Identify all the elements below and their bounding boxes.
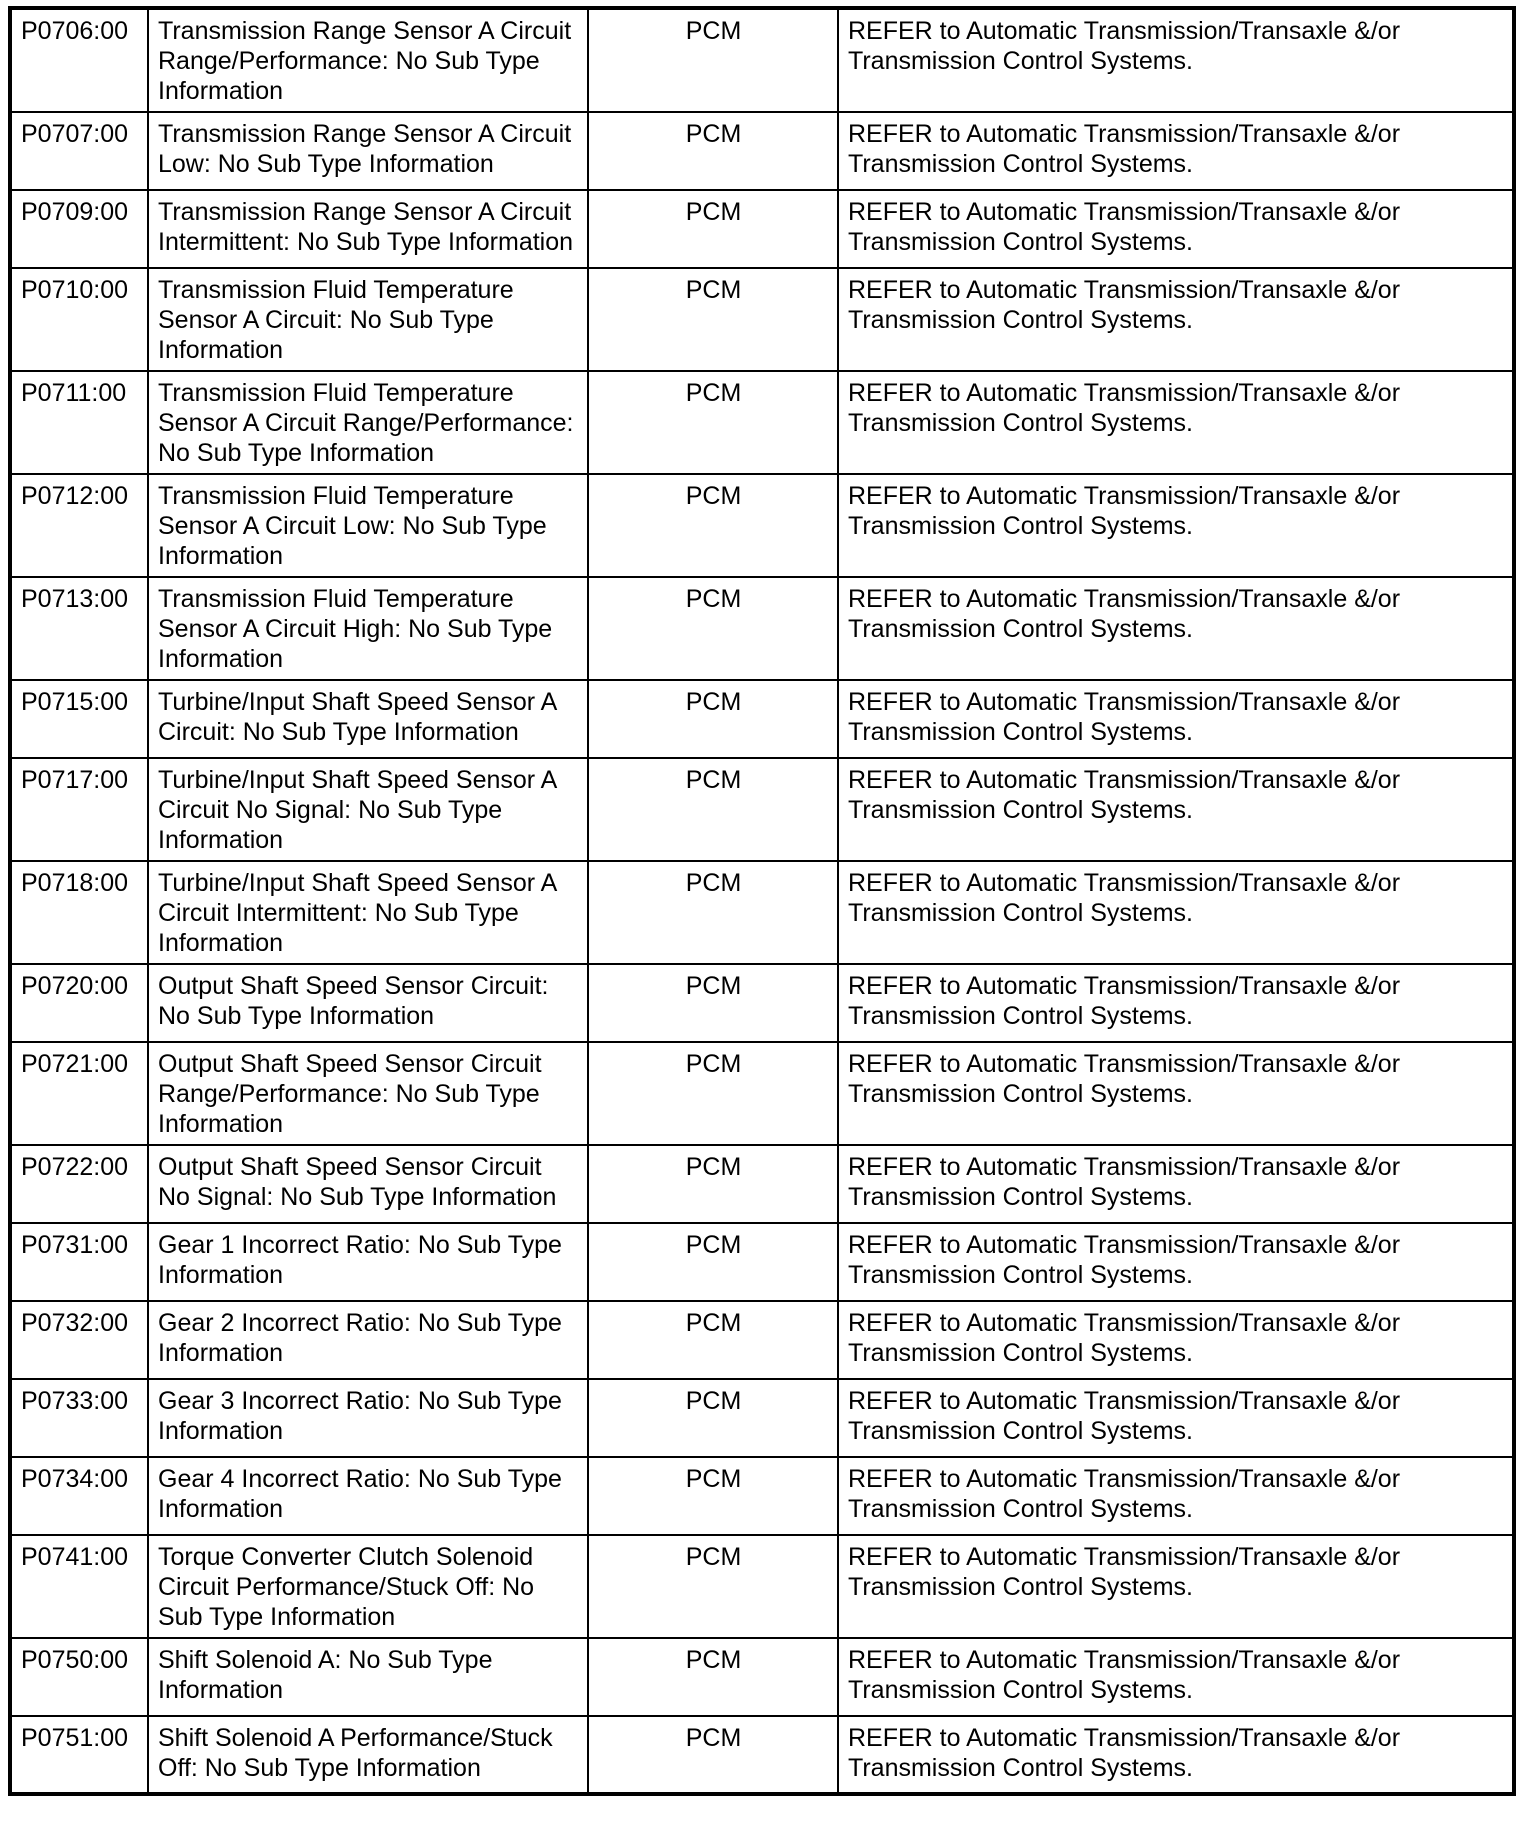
document-page [8,6,1512,1796]
dtc-action: REFER to Automatic Transmission/Transaxle &/or Transmission Control Systems. [838,1042,1514,1145]
dtc-module: PCM [588,577,838,680]
table-row [10,371,1514,474]
dtc-module: PCM [588,1716,838,1794]
dtc-module: PCM [588,1301,838,1379]
dtc-action: REFER to Automatic Transmission/Transaxle &/or Transmission Control Systems. [838,1716,1514,1794]
dtc-code: P0717:00 [10,758,148,861]
dtc-code: P0722:00 [10,1145,148,1223]
dtc-module: PCM [588,190,838,268]
dtc-description: Torque Converter Clutch Solenoid Circuit Performance/Stuck Off: No Sub Type Information [148,1535,588,1638]
dtc-description: Output Shaft Speed Sensor Circuit No Signal: No Sub Type Information [148,1145,588,1223]
dtc-action: REFER to Automatic Transmission/Transaxle &/or Transmission Control Systems. [838,1638,1514,1716]
table-row [10,474,1514,577]
dtc-action: REFER to Automatic Transmission/Transaxle &/or Transmission Control Systems. [838,758,1514,861]
dtc-code: P0720:00 [10,964,148,1042]
dtc-description: Transmission Range Sensor A Circuit Low: No Sub Type Information [148,112,588,190]
table-row [10,1223,1514,1301]
table-row [10,680,1514,758]
table-row [10,190,1514,268]
dtc-description: Transmission Fluid Temperature Sensor A Circuit: No Sub Type Information [148,268,588,371]
table-row [10,758,1514,861]
table-row [10,1379,1514,1457]
dtc-code: P0731:00 [10,1223,148,1301]
dtc-module: PCM [588,1638,838,1716]
dtc-action: REFER to Automatic Transmission/Transaxle &/or Transmission Control Systems. [838,1457,1514,1535]
dtc-action: REFER to Automatic Transmission/Transaxle &/or Transmission Control Systems. [838,112,1514,190]
table-row [10,1301,1514,1379]
dtc-action: REFER to Automatic Transmission/Transaxle &/or Transmission Control Systems. [838,1301,1514,1379]
dtc-module: PCM [588,8,838,112]
dtc-action: REFER to Automatic Transmission/Transaxle &/or Transmission Control Systems. [838,371,1514,474]
dtc-action: REFER to Automatic Transmission/Transaxle &/or Transmission Control Systems. [838,1535,1514,1638]
dtc-code: P0713:00 [10,577,148,680]
table-row [10,1716,1514,1794]
dtc-module: PCM [588,474,838,577]
dtc-action: REFER to Automatic Transmission/Transaxle &/or Transmission Control Systems. [838,1379,1514,1457]
dtc-description: Transmission Range Sensor A Circuit Range/Performance: No Sub Type Information [148,8,588,112]
table-row [10,112,1514,190]
dtc-module: PCM [588,964,838,1042]
dtc-code: P0733:00 [10,1379,148,1457]
dtc-action: REFER to Automatic Transmission/Transaxle &/or Transmission Control Systems. [838,861,1514,964]
table-row [10,577,1514,680]
dtc-code: P0734:00 [10,1457,148,1535]
dtc-module: PCM [588,112,838,190]
dtc-module: PCM [588,1379,838,1457]
dtc-description: Shift Solenoid A: No Sub Type Information [148,1638,588,1716]
dtc-module: PCM [588,758,838,861]
table-row [10,1042,1514,1145]
dtc-code: P0732:00 [10,1301,148,1379]
dtc-action: REFER to Automatic Transmission/Transaxle &/or Transmission Control Systems. [838,474,1514,577]
dtc-code: P0715:00 [10,680,148,758]
dtc-description: Gear 2 Incorrect Ratio: No Sub Type Information [148,1301,588,1379]
table-row [10,8,1514,112]
dtc-description: Transmission Fluid Temperature Sensor A Circuit High: No Sub Type Information [148,577,588,680]
dtc-code: P0710:00 [10,268,148,371]
dtc-module: PCM [588,680,838,758]
dtc-module: PCM [588,1457,838,1535]
dtc-module: PCM [588,1145,838,1223]
table-row [10,1638,1514,1716]
dtc-code: P0709:00 [10,190,148,268]
dtc-code: P0712:00 [10,474,148,577]
dtc-description: Transmission Fluid Temperature Sensor A Circuit Range/Performance: No Sub Type Information [148,371,588,474]
dtc-code: P0721:00 [10,1042,148,1145]
dtc-module: PCM [588,861,838,964]
dtc-action: REFER to Automatic Transmission/Transaxle &/or Transmission Control Systems. [838,8,1514,112]
dtc-action: REFER to Automatic Transmission/Transaxle &/or Transmission Control Systems. [838,680,1514,758]
dtc-code: P0750:00 [10,1638,148,1716]
dtc-code: P0706:00 [10,8,148,112]
dtc-code: P0751:00 [10,1716,148,1794]
dtc-module: PCM [588,268,838,371]
dtc-module: PCM [588,371,838,474]
dtc-description: Transmission Range Sensor A Circuit Intermittent: No Sub Type Information [148,190,588,268]
dtc-code: P0741:00 [10,1535,148,1638]
dtc-module: PCM [588,1042,838,1145]
table-row [10,1145,1514,1223]
dtc-code: P0711:00 [10,371,148,474]
dtc-code: P0718:00 [10,861,148,964]
table-row [10,268,1514,371]
dtc-description: Transmission Fluid Temperature Sensor A Circuit Low: No Sub Type Information [148,474,588,577]
table-row [10,861,1514,964]
table-row [10,1457,1514,1535]
dtc-action: REFER to Automatic Transmission/Transaxle &/or Transmission Control Systems. [838,1145,1514,1223]
dtc-description: Output Shaft Speed Sensor Circuit Range/Performance: No Sub Type Information [148,1042,588,1145]
table-row [10,1535,1514,1638]
dtc-description: Gear 1 Incorrect Ratio: No Sub Type Information [148,1223,588,1301]
dtc-action: REFER to Automatic Transmission/Transaxle &/or Transmission Control Systems. [838,577,1514,680]
dtc-action: REFER to Automatic Transmission/Transaxle &/or Transmission Control Systems. [838,1223,1514,1301]
dtc-description: Output Shaft Speed Sensor Circuit: No Sub Type Information [148,964,588,1042]
dtc-action: REFER to Automatic Transmission/Transaxle &/or Transmission Control Systems. [838,190,1514,268]
dtc-description: Turbine/Input Shaft Speed Sensor A Circuit Intermittent: No Sub Type Information [148,861,588,964]
dtc-description: Turbine/Input Shaft Speed Sensor A Circuit No Signal: No Sub Type Information [148,758,588,861]
dtc-action: REFER to Automatic Transmission/Transaxle &/or Transmission Control Systems. [838,268,1514,371]
dtc-module: PCM [588,1223,838,1301]
dtc-description: Turbine/Input Shaft Speed Sensor A Circuit: No Sub Type Information [148,680,588,758]
dtc-description: Shift Solenoid A Performance/Stuck Off: No Sub Type Information [148,1716,588,1794]
dtc-description: Gear 3 Incorrect Ratio: No Sub Type Information [148,1379,588,1457]
dtc-code: P0707:00 [10,112,148,190]
dtc-module: PCM [588,1535,838,1638]
table-row [10,964,1514,1042]
dtc-description: Gear 4 Incorrect Ratio: No Sub Type Information [148,1457,588,1535]
dtc-table [8,6,1516,1796]
dtc-action: REFER to Automatic Transmission/Transaxle &/or Transmission Control Systems. [838,964,1514,1042]
